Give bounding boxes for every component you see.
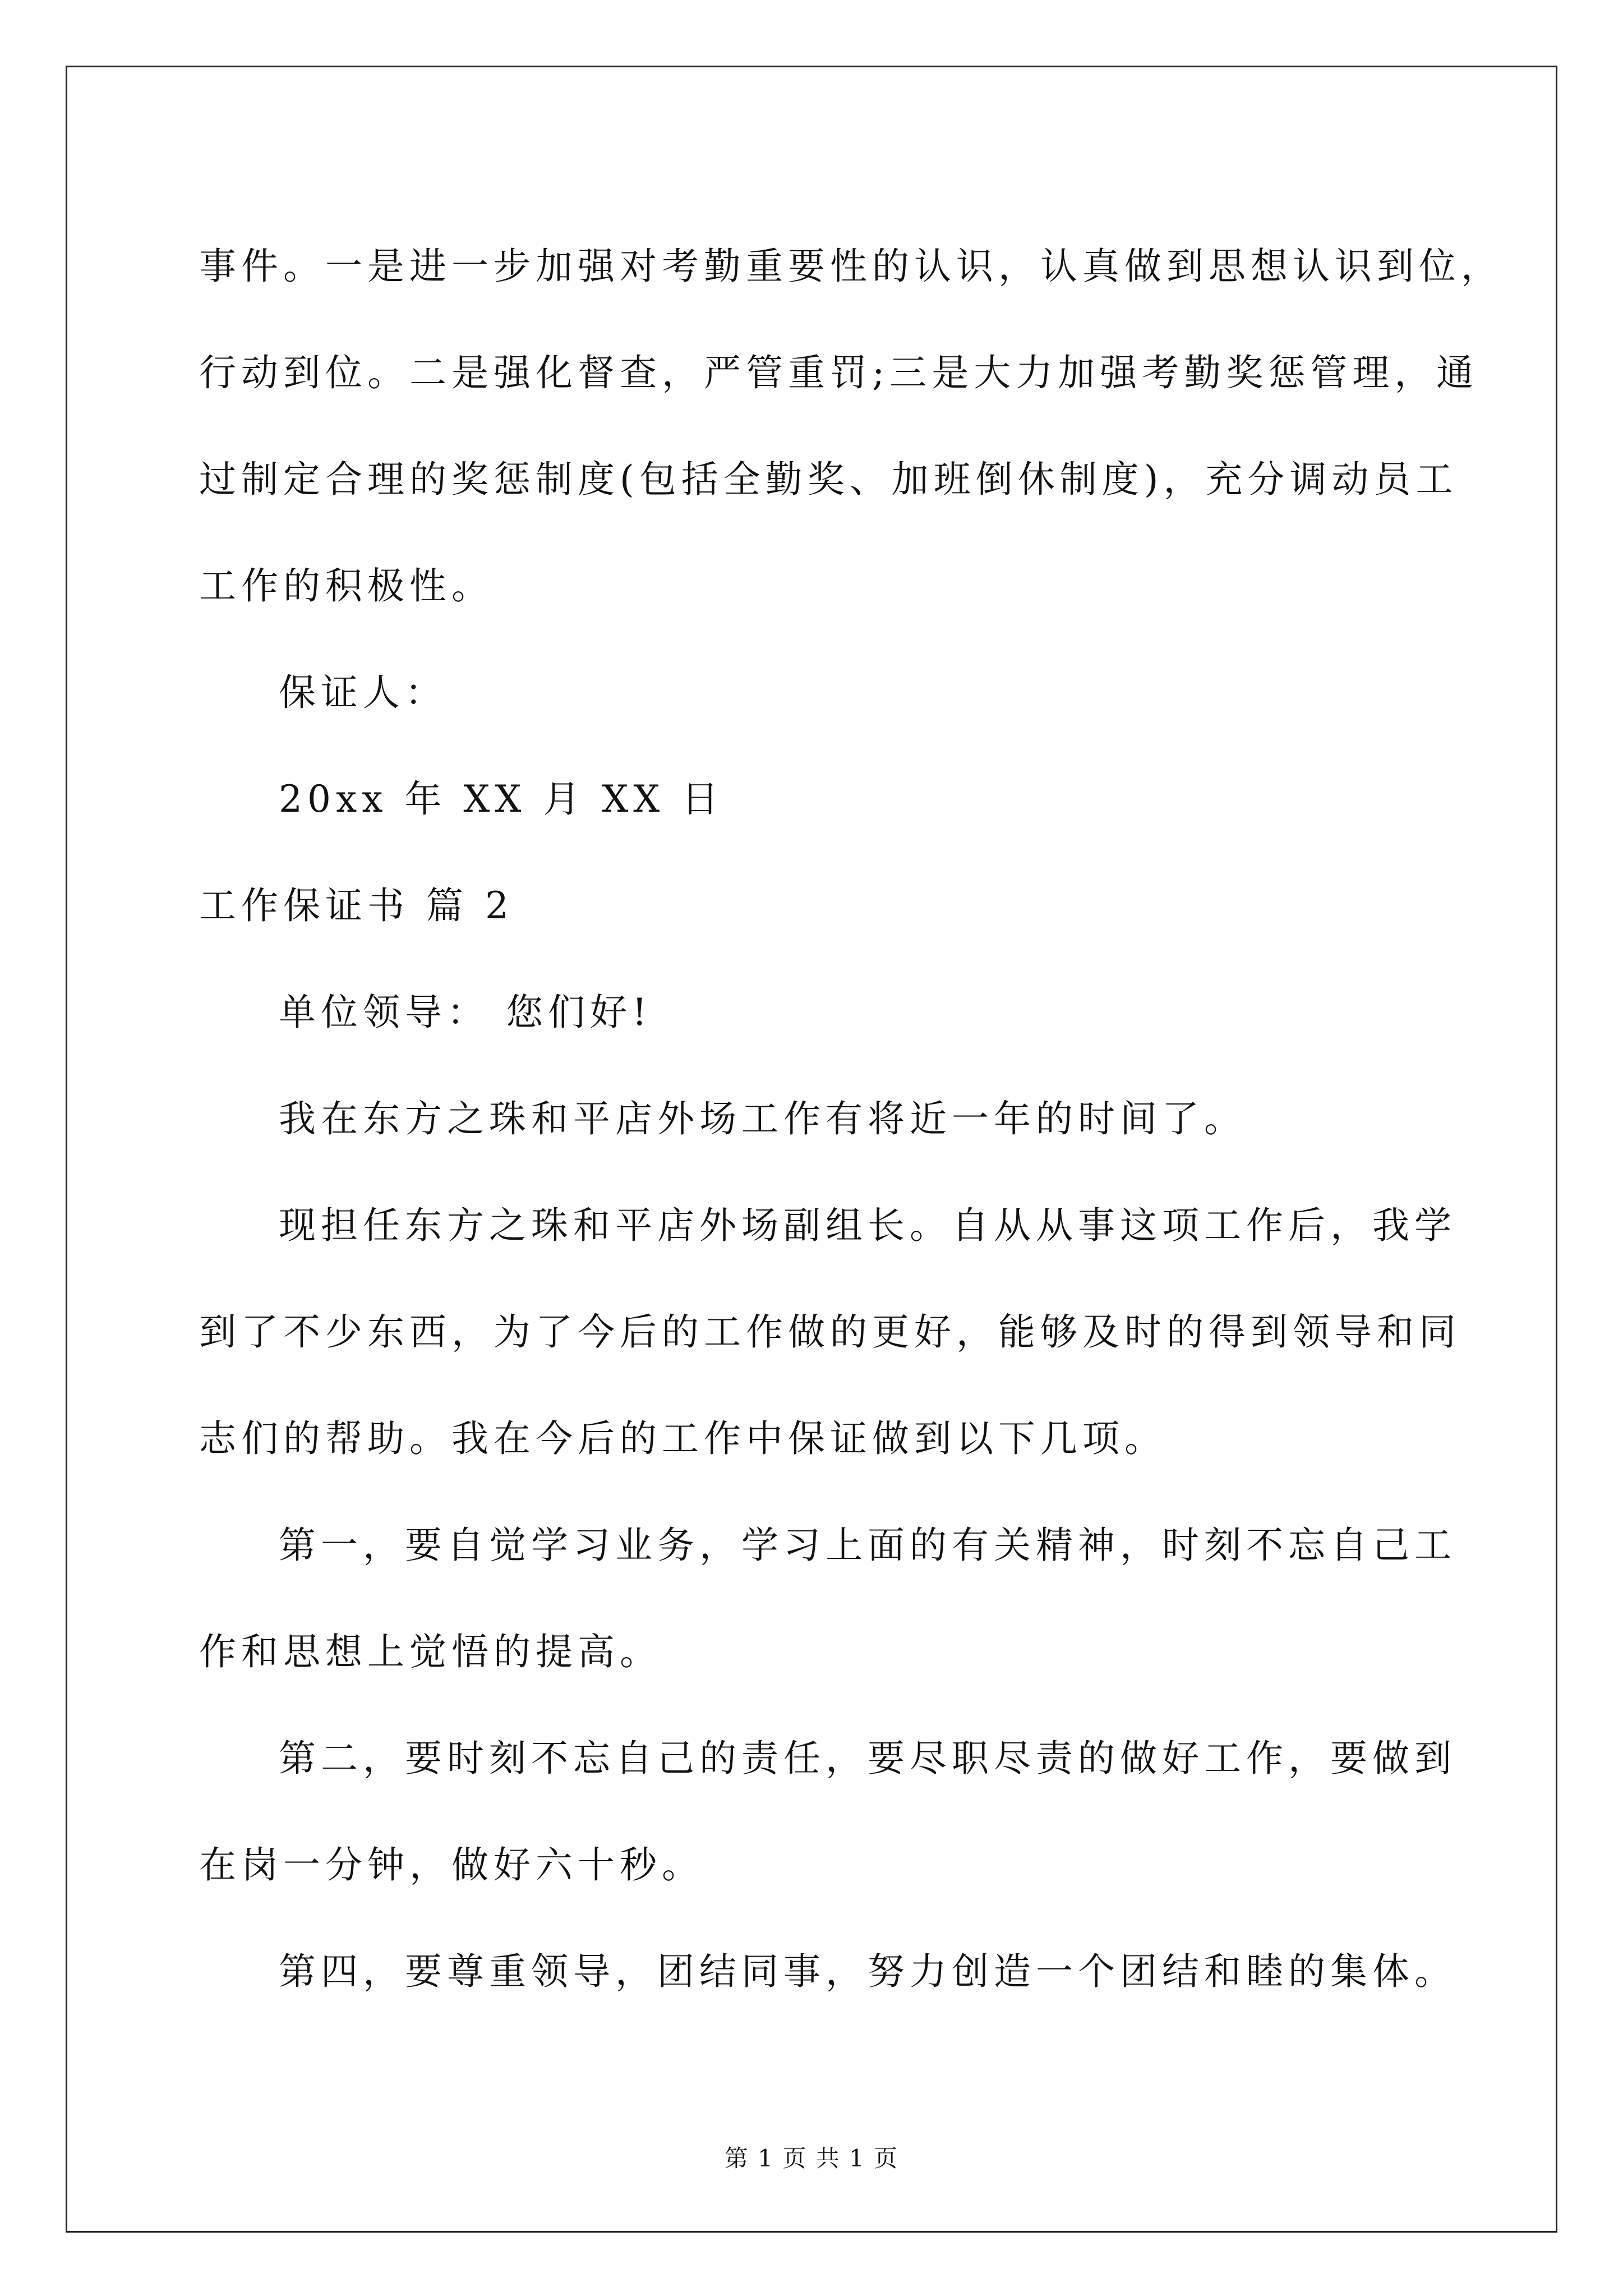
text-line: 工作的积极性。 bbox=[199, 564, 494, 608]
text-line: 到了不少东西，为了今后的工作做的更好，能够及时的得到领导和同 bbox=[199, 1310, 1461, 1354]
text-line: 现担任东方之珠和平店外场副组长。自从从事这项工作后，我学 bbox=[279, 1204, 1456, 1247]
date-line: 20xx 年 XX 月 XX 日 bbox=[279, 777, 724, 821]
text-line: 事件。一是进一步加强对考勤重要性的认识，认真做到思想认识到位， bbox=[199, 245, 1503, 288]
salutation: 单位领导： 您们好! bbox=[279, 991, 652, 1034]
text-line: 志们的帮助。我在今后的工作中保证做到以下几项。 bbox=[199, 1417, 1166, 1460]
section-title: 工作保证书 篇 2 bbox=[199, 884, 514, 927]
text-line: 过制定合理的奖惩制度(包括全勤奖、加班倒休制度)，充分调动员工 bbox=[199, 458, 1458, 501]
text-line: 作和思想上觉悟的提高。 bbox=[199, 1630, 662, 1673]
text-line: 第二，要时刻不忘自己的责任，要尽职尽责的做好工作，要做到 bbox=[279, 1737, 1456, 1780]
text-line: 在岗一分钟，做好六十秒。 bbox=[199, 1843, 704, 1887]
text-line: 我在东方之珠和平店外场工作有将近一年的时间了。 bbox=[279, 1097, 1246, 1140]
document-body bbox=[199, 213, 1503, 2025]
text-line: 行动到位。二是强化督查，严管重罚;三是大力加强考勤奖惩管理，通 bbox=[199, 351, 1479, 394]
page-footer: 第 1 页 共 1 页 bbox=[724, 2145, 899, 2172]
text-line: 第四，要尊重领导，团结同事，努力创造一个团结和睦的集体。 bbox=[279, 1950, 1456, 1993]
text-line: 第一，要自觉学习业务，学习上面的有关精神，时刻不忘自己工 bbox=[279, 1524, 1456, 1567]
guarantor-label: 保证人： bbox=[279, 671, 447, 714]
